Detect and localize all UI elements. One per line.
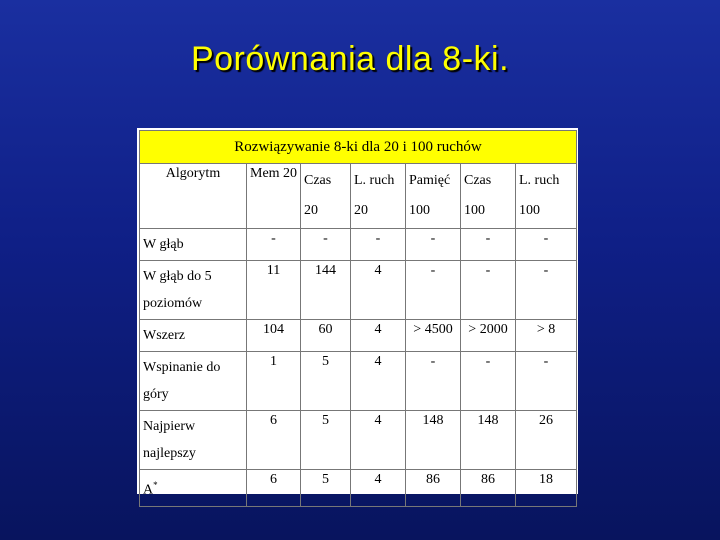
table-cell: - [247, 229, 301, 261]
row-algorithm-name-text: A [143, 482, 154, 498]
table-cell: 18 [516, 470, 577, 507]
table-row [140, 320, 577, 352]
row-algorithm-name: Wszerz [140, 320, 247, 352]
table-cell: > 8 [516, 320, 577, 352]
table-cell: 104 [247, 320, 301, 352]
row-algorithm-name: W głąb do 5 poziomów [140, 261, 247, 320]
table-cell: 4 [351, 320, 406, 352]
header-moves-100 [516, 164, 577, 229]
header-time-20 [301, 164, 351, 229]
table-cell: - [301, 229, 351, 261]
slide-title: Porównania dla 8-ki. [190, 40, 510, 78]
table-cell: 1 [247, 352, 301, 411]
table-cell: 5 [301, 352, 351, 411]
table-cell: 86 [461, 470, 516, 507]
table-cell: 4 [351, 411, 406, 470]
header-moves-20-line2: 20 [354, 203, 368, 218]
table-cell: 60 [301, 320, 351, 352]
table-cell: - [406, 261, 461, 320]
table-cell: - [516, 229, 577, 261]
row-algorithm-name: Wspinanie do góry [140, 352, 247, 411]
table-cell: 6 [247, 470, 301, 507]
row-algorithm-name-sup: * [153, 480, 158, 490]
table-row [140, 261, 577, 320]
table-cell: - [516, 352, 577, 411]
table-cell: 4 [351, 261, 406, 320]
header-time-20-line1: Czas [304, 173, 332, 188]
header-mem-20: Mem 20 [247, 164, 301, 229]
table-caption: Rozwiązywanie 8-ki dla 20 i 100 ruchów [140, 131, 577, 164]
table-cell: - [351, 229, 406, 261]
header-moves-20-line1: L. ruch [354, 173, 395, 188]
table-cell: - [461, 229, 516, 261]
table-cell: 6 [247, 411, 301, 470]
table-cell: - [516, 261, 577, 320]
header-time-100-line2: 100 [464, 203, 485, 218]
table-cell: > 4500 [406, 320, 461, 352]
table-cell: 26 [516, 411, 577, 470]
header-moves-100-line2: 100 [519, 203, 540, 218]
table-cell: > 2000 [461, 320, 516, 352]
header-time-20-line2: 20 [304, 203, 318, 218]
header-time-100-line1: Czas [464, 173, 492, 188]
header-time-100 [461, 164, 516, 229]
header-mem-100 [406, 164, 461, 229]
table-cell: 148 [406, 411, 461, 470]
table-caption-row [140, 131, 577, 164]
results-table [139, 130, 577, 507]
table-header-row [140, 164, 577, 229]
table-row [140, 411, 577, 470]
table-cell: - [406, 229, 461, 261]
header-mem-100-line1: Pamięć [409, 173, 451, 188]
table-cell: 148 [461, 411, 516, 470]
table-cell: 144 [301, 261, 351, 320]
table-cell: 5 [301, 411, 351, 470]
table-cell: 11 [247, 261, 301, 320]
row-algorithm-name [140, 470, 247, 507]
table-cell: - [461, 261, 516, 320]
header-mem-100-line2: 100 [409, 203, 430, 218]
row-algorithm-name: W głąb [140, 229, 247, 261]
table-cell: 86 [406, 470, 461, 507]
table-cell: 4 [351, 352, 406, 411]
table-cell: - [406, 352, 461, 411]
table-cell: 4 [351, 470, 406, 507]
row-algorithm-name: Najpierw najlepszy [140, 411, 247, 470]
header-moves-100-line1: L. ruch [519, 173, 560, 188]
table-row [140, 352, 577, 411]
table-cell: - [461, 352, 516, 411]
table-row [140, 229, 577, 261]
header-algorithm: Algorytm [140, 164, 247, 229]
table-cell: 5 [301, 470, 351, 507]
results-table-container [137, 128, 578, 498]
table-row [140, 470, 577, 507]
header-moves-20 [351, 164, 406, 229]
